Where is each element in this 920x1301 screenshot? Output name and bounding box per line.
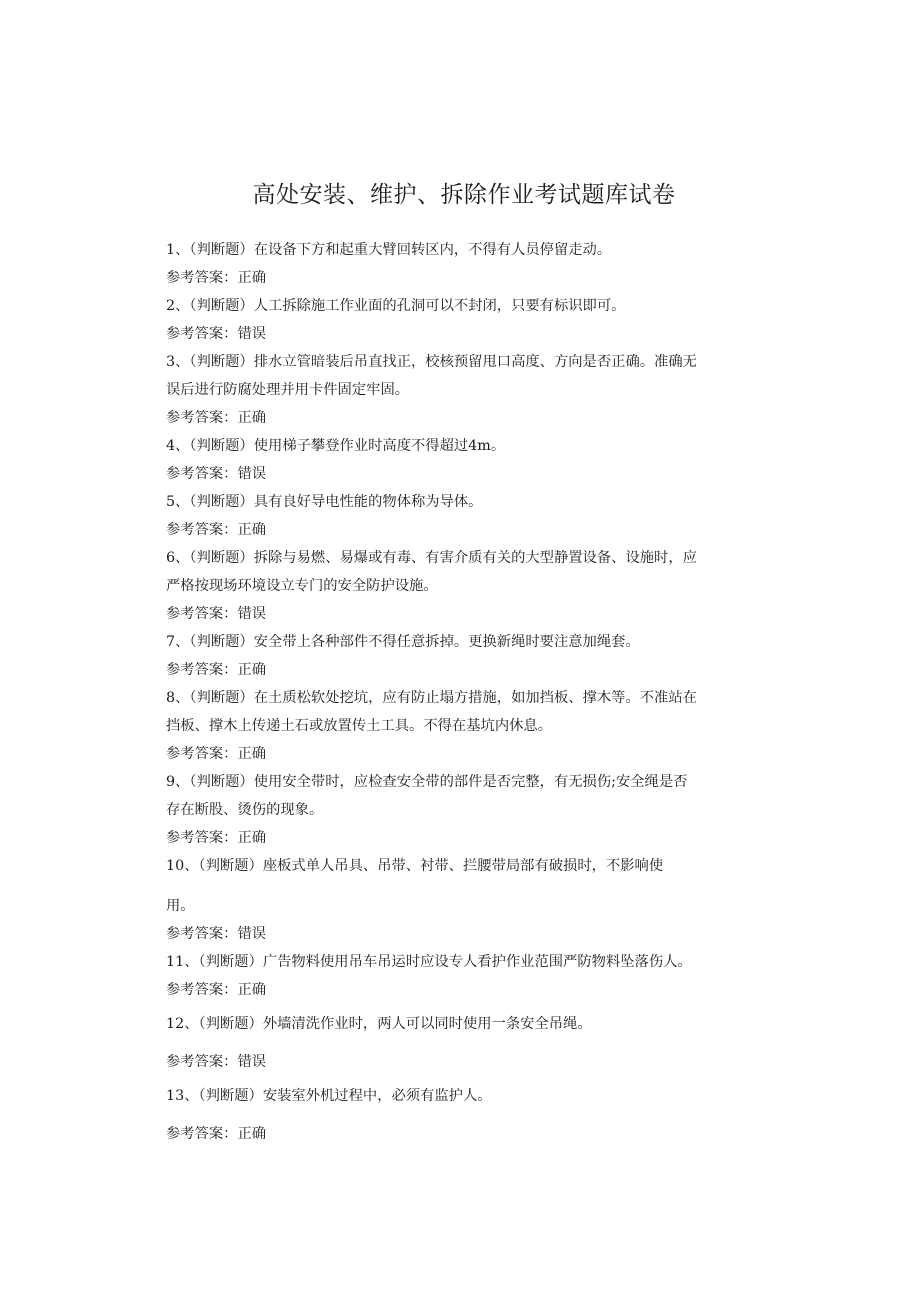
answer-line: 参考答案：错误 [166,606,267,622]
question-line: 12、（判断题）外墙清洗作业时，两人可以同时使用一条安全吊绳。 [166,1016,592,1032]
question-line: 10、（判断题）座板式单人吊具、吊带、衬带、拦腰带局部有破损时，不影响使 [166,858,664,874]
answer-line: 参考答案：错误 [166,466,267,482]
answer-line: 参考答案：正确 [166,982,267,998]
answer-line: 参考答案：错误 [166,326,267,342]
question-line: 存在断股、烫伤的现象。 [166,802,324,818]
question-line: 4、（判断题）使用梯子攀登作业时高度不得超过4m。 [166,438,506,454]
answer-line: 参考答案：正确 [166,830,267,846]
question-line: 误后进行防腐处理并用卡件固定牢固。 [166,382,410,398]
question-line: 3、（判断题）排水立管暗装后吊直找正，校核预留甩口高度、方向是否正确。准确无 [166,354,697,370]
question-line: 5、（判断题）具有良好导电性能的物体称为导体。 [166,494,483,510]
answer-line: 参考答案：错误 [166,926,267,942]
answer-line: 参考答案：正确 [166,410,267,426]
answer-line: 参考答案：正确 [166,522,267,538]
page-title: 高处安装、维护、拆除作业考试题库试卷 [252,182,676,208]
question-line: 2、（判断题）人工拆除施工作业面的孔洞可以不封闭，只要有标识即可。 [166,298,626,314]
answer-line: 参考答案：错误 [166,1054,267,1070]
answer-line: 参考答案：正确 [166,746,267,762]
question-line: 13、（判断题）安装室外机过程中，必须有监护人。 [166,1088,492,1104]
answer-line: 参考答案：正确 [166,270,267,286]
question-line: 8、（判断题）在土质松软处挖坑，应有防止塌方措施，如加挡板、撑木等。不准站在 [166,690,697,706]
answer-line: 参考答案：正确 [166,662,267,678]
question-line: 用。 [166,898,195,914]
question-line: 11、（判断题）广告物料使用吊车吊运时应设专人看护作业范围严防物料坠落伤人。 [166,954,692,970]
question-line: 6、（判断题）拆除与易燃、易爆或有毒、有害介质有关的大型静置设备、设施时，应 [166,550,697,566]
question-line: 严格按现场环境设立专门的安全防护设施。 [166,578,438,594]
question-line: 9、（判断题）使用安全带时，应检查安全带的部件是否完整，有无损伤;安全绳是否 [166,774,688,790]
question-line: 7、（判断题）安全带上各种部件不得任意拆掉。更换新绳时要注意加绳套。 [166,634,640,650]
question-line: 挡板、撑木上传递土石或放置传土工具。不得在基坑内休息。 [166,718,553,734]
question-line: 1、（判断题）在设备下方和起重大臂回转区内，不得有人员停留走动。 [166,242,612,258]
answer-line: 参考答案：正确 [166,1126,267,1142]
